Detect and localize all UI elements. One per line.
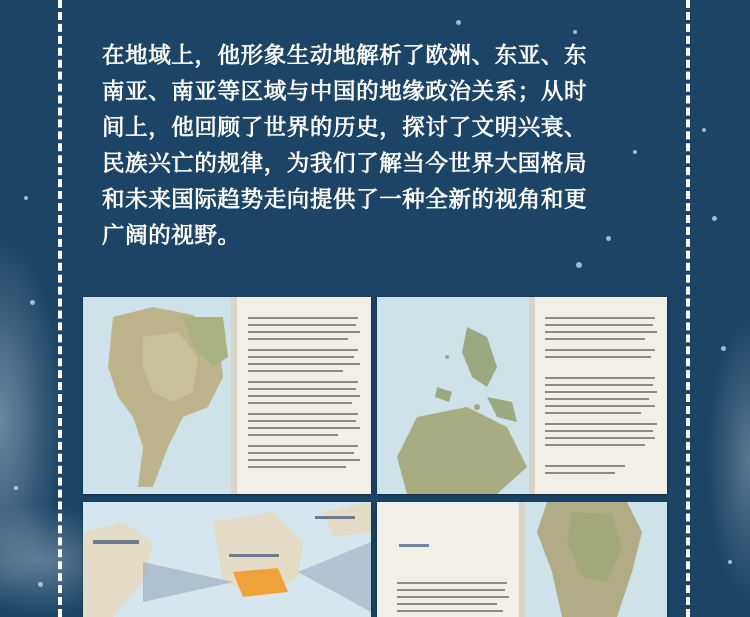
thailand-map-spread-photo	[83, 297, 371, 494]
description-text	[102, 38, 657, 254]
text-line: 南亚、南亚等区域与中国的地缘政治关系；从时	[102, 79, 588, 105]
myanmar-map-spread-photo	[377, 502, 667, 617]
text-line: 民族兴亡的规律，为我们了解当今世界大国格局	[102, 151, 588, 177]
right-dashed-border	[686, 0, 690, 617]
southeast-asia-islands-map-spread-photo	[377, 297, 667, 494]
text-line: 和未来国际趋势走向提供了一种全新的视角和更	[102, 187, 588, 213]
text-line: 广阔的视野。	[102, 223, 241, 249]
text-line: 间上，他回顾了世界的历史，探讨了文明兴衰、	[102, 115, 588, 141]
world-trade-routes-map-spread-photo	[83, 502, 371, 617]
text-line: 在地域上，他形象生动地解析了欧洲、东亚、东	[102, 43, 588, 69]
left-dashed-border	[58, 0, 62, 617]
